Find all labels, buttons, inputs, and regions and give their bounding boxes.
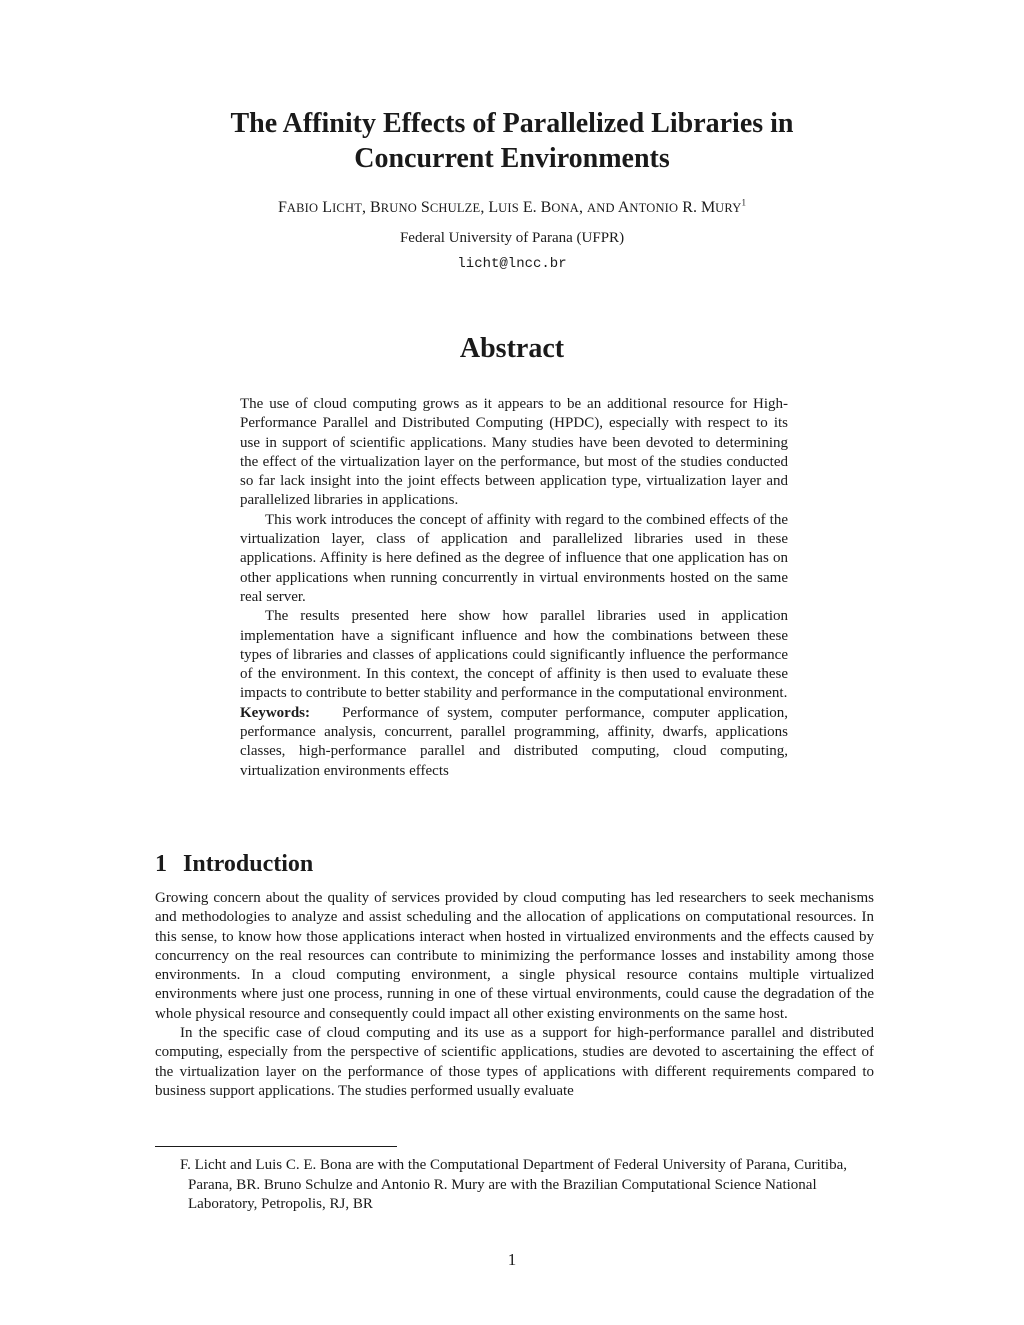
intro-paragraph-2: In the specific case of cloud computing and its use as a support for high-performance parallel and distributed computing, especially from the perspective of scientific applications, studies are devoted to ascertaining the effect of the virtualization layer on the performance of those types of applications with different requirements compared to business support applications. The studies performed usually evaluate — [155, 1025, 874, 1099]
author-list: FABIO LICHT, BRUNO SCHULZE, LUIS E. BONA, AND ANTONIO R. MURY$^1$ — [278, 197, 746, 216]
abstract-paragraph-1: The use of cloud computing grows as it appears to be an additional resource for High-Performance Parallel and Distributed Computing (HPDC), especially with respect to its use in support of scientific applications. Many studies have been devoted to determining the effect of the virtualization layer on the performance, but most of the studies conducted so far lack insight into the joint effects between application type, virtualization layer and parallelized libraries in applications. — [240, 396, 788, 509]
author-1: FABIO LICHT — [278, 199, 363, 216]
keywords — [240, 704, 788, 781]
author-4: ANTONIO R. MURY — [617, 199, 742, 216]
abstract-paragraph-3: The results presented here show how parallel libraries used in application implementation have a significant influence and how the combinations between these types of libraries and classes of applications could significantly influence the performance of the environment. In this context, the concept of affinity is then used to evaluate these impacts to contribute to better stability and performance in the computational environment. — [240, 608, 788, 702]
page-number: 1 — [507, 1250, 517, 1269]
author-email: licht@lncc.br — [457, 256, 567, 272]
author-footnote-mark: 1 — [741, 197, 746, 208]
abstract-body — [240, 395, 788, 781]
affiliation: Federal University of Parana (UFPR) — [399, 230, 625, 246]
author-3: LUIS E. BONA — [488, 199, 579, 216]
section-number: 1 — [155, 851, 167, 877]
abstract-heading: Abstract — [459, 333, 565, 364]
section-heading-introduction — [155, 848, 313, 880]
footnote-divider — [155, 1146, 397, 1147]
paper-title — [150, 106, 874, 176]
keywords-label: Keywords: — [240, 704, 310, 721]
footnote — [180, 1156, 880, 1215]
introduction-body — [155, 889, 874, 1101]
author-2: BRUNO SCHULZE — [370, 199, 481, 216]
footnote-text: F. Licht and Luis C. E. Bona are with the Computational Department of Federal University of Parana, Curitiba, Parana, BR. Bruno Schulze and Antonio R. Mury are with the Brazilian Computational Science National Laboratory, Petropolis, RJ, BR — [180, 1157, 847, 1212]
keywords-text: Performance of system, computer performance, computer application, performance analysis, concurrent, parallel programming, affinity, dwarfs, applications classes, high-performance parallel and distributed computing, cloud computing, virtualization environments effects — [240, 704, 788, 779]
section-title: Introduction — [183, 851, 314, 877]
intro-paragraph-1: Growing concern about the quality of services provided by cloud computing has led researchers to seek mechanisms and methodologies to analyze and assist scheduling and the allocation of applications on computational resources. In this sense, to know how those applications interact when hosted in virtualized environments and the effects caused by concurrency on the real resources can contribute to minimizing the performance losses and instability among those environments. In a cloud computing environment, a single physical resource contains multiple virtualized environments where just one process, running in one of these virtual environments, could cause the degradation of the whole physical resource and consequently could impact all other existing environments on the same host. — [155, 890, 874, 1022]
author-and: AND — [587, 201, 615, 215]
abstract-paragraph-2: This work introduces the concept of affinity with regard to the combined effects of the virtualization layer, class of application and parallelized libraries used in these applications. Affinity is here defined as the degree of influence that one application has on other applications when running concurrently in virtual environments hosted on the same real server. — [240, 511, 788, 605]
paper-title-line-2: Concurrent Environments — [354, 143, 670, 174]
paper-title-line-1: The Affinity Effects of Parallelized Libraries in — [230, 108, 794, 139]
